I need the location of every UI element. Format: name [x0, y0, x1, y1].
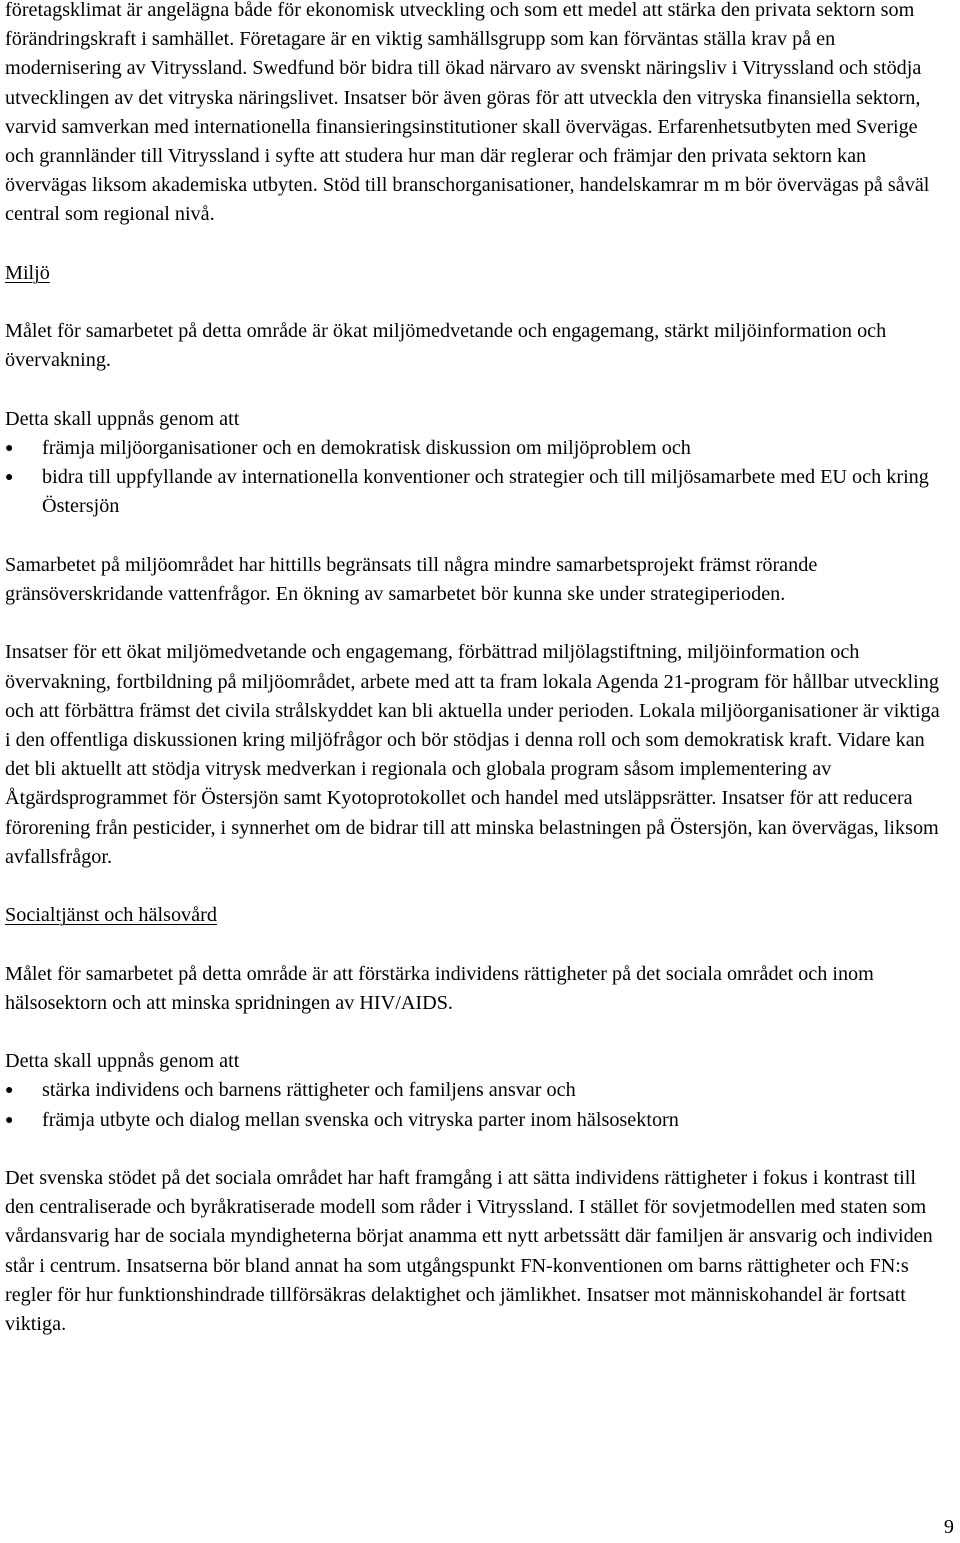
list-item	[5, 434, 950, 463]
list-item-text: främja miljöorganisationer och en demokratisk diskussion om miljöproblem och	[42, 437, 691, 459]
page-number: 9	[943, 1516, 954, 1538]
miljo-goal-paragraph: Målet för samarbetet på detta område är ökat miljömedvetande och engagemang, stärkt miljöinformation och övervakning.	[5, 320, 887, 372]
social-bullet-list	[5, 1076, 950, 1134]
social-lead-in: Detta skall uppnås genom att	[5, 1050, 240, 1073]
section-heading-social: Socialtjänst och hälsovård	[5, 904, 217, 927]
bullet-icon: ●	[5, 470, 14, 486]
list-item	[5, 1106, 950, 1135]
social-goal-paragraph: Målet för samarbetet på detta område är att förstärka individens rättigheter på det sociala området och inom hälsosektorn och att minska spridningen av HIV/AIDS.	[5, 962, 874, 1014]
list-item-text: bidra till uppfyllande av internationella konventioner och strategier och till miljösamarbete med EU och kring Östersjön	[42, 466, 929, 518]
list-item	[5, 1076, 950, 1105]
bullet-icon: ●	[5, 441, 14, 456]
bullet-icon: ●	[5, 1083, 14, 1099]
list-item-text: främja utbyte och dialog mellan svenska och vitryska parter inom hälsosektorn	[42, 1108, 679, 1131]
social-paragraph-1: Det svenska stödet på det sociala området har haft framgång i att sätta individens rättigheter i fokus i kontrast till den centraliserade och byråkratiserade modell som råder i Vitryssland. I stället för sovjetmodellen med staten som vårdansvarig har de sociala myndigheterna börjat anamma ett nytt arbetssätt där familjen är ansvarig och individen står i centrum. Insatserna bör bland annat ha som utgångspunkt FN-konventionen om barns rättigheter och FN:s regler för hur funktionshindrade tillförsäkras delaktighet och jämlikhet. Insatser mot människohandel är fortsatt viktiga.	[5, 1166, 933, 1335]
list-item-text: stärka individens och barnens rättigheter och familjens ansvar och	[42, 1079, 576, 1102]
miljo-bullet-list	[5, 434, 950, 522]
miljo-paragraph-2: Insatser för ett ökat miljömedvetande och engagemang, förbättrad miljölagstiftning, miljöinformation och övervakning, fortbildning på miljöområdet, arbete med att ta fram lokala Agenda 21-program för hållbar utveckling och att förbättra främst det civila strålskyddet kan bli aktuella under perioden. Lokala miljöorganisationer är viktiga i den offentliga diskussionen kring miljöfrågor och bör stödjas i denna roll och som demokratisk kraft. Vidare kan det bli aktuellt att stödja vitrysk medverkan i regionala och globala program såsom implementering av Åtgärdsprogrammet för Östersjön samt Kyotoprotokollet och handel med utsläppsrätter. Insatser för att reducera förorening från pesticider, i synnerhet om de bidrar till att minska belastningen på Östersjön, kan övervägas, liksom avfallsfrågor.	[5, 641, 940, 868]
miljo-paragraph-1: Samarbetet på miljöområdet har hittills begränsats till några mindre samarbetsprojekt främst rörande gränsöverskridande vattenfrågor. En ökning av samarbetet bör kunna ske under strategiperioden.	[5, 553, 818, 605]
miljo-lead-in: Detta skall uppnås genom att	[5, 407, 240, 430]
document-page	[5, 0, 950, 1339]
bullet-icon: ●	[5, 1112, 14, 1128]
section-heading-miljo: Miljö	[5, 261, 50, 284]
list-item	[5, 463, 950, 521]
intro-paragraph: företagsklimat är angelägna både för ekonomisk utveckling och som ett medel att stärka den privata sektorn som förändringskraft i samhället. Företagare är en viktig samhällsgrupp som kan förväntas ställa krav på en modernisering av Vitryssland. Swedfund bör bidra till ökad närvaro av svenskt näringsliv i Vitryssland och stödja utvecklingen av det vitryska näringslivet. Insatser bör även göras för att utveckla den vitryska finansiella sektorn, varvid samverkan med internationella finansieringsinstitutioner skall övervägas. Erfarenhetsutbyten med Sverige och grannländer till Vitryssland i syfte att studera hur man där reglerar och främjar den privata sektorn kan övervägas liksom akademiska utbyten. Stöd till branschorganisationer, handelskamrar m m bör övervägas på såväl central som regional nivå.	[5, 0, 930, 226]
